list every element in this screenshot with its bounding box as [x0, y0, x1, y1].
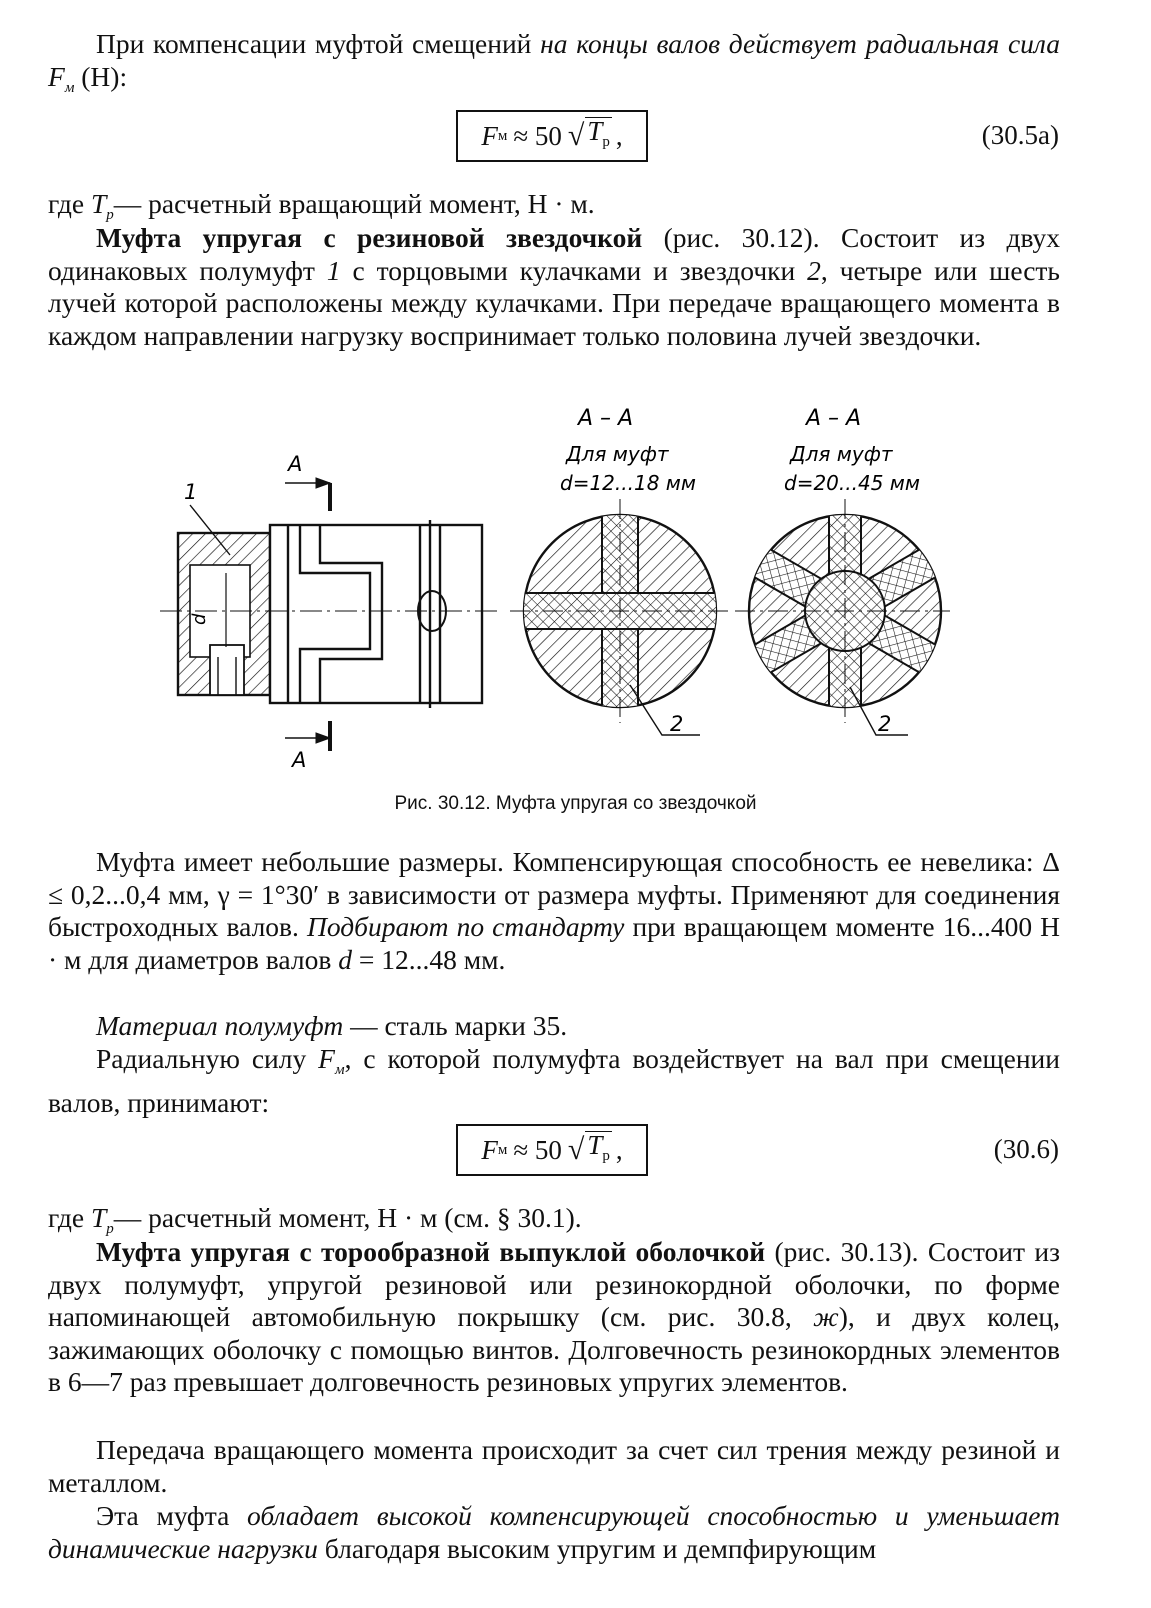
text: , четыре или шесть лучей которой расположены между кулачками. При передаче вращающего момента в каждом направлении нагрузку воспринимает только половина лучей звездочки.	[48, 254, 1060, 351]
equation-30-5a	[0, 110, 1151, 170]
text: (рис. 30.13). Состоит из двух полумуфт, упругой резиновой или резинокордной оболочки, по форме напоминающей автомобильную покрышку (см. рис. 30.8,	[48, 1236, 1060, 1333]
text: — расчетный момент, Н · м (см. § 30.1).	[113, 1202, 582, 1233]
formula-comma: ,	[615, 120, 623, 151]
coupling-side-view	[160, 478, 500, 751]
heading-bold: Муфта упругая с резиновой звездочкой	[96, 222, 643, 253]
section-6-ray-star	[735, 499, 950, 735]
dimension-d: d	[189, 613, 210, 625]
formula-radicand: $T_р$	[585, 1131, 612, 1169]
text: с торцовыми кулачками и звездочки	[340, 254, 808, 286]
italic-text: Материал полумуфт	[96, 1010, 344, 1041]
text: (рис. 30.12). Состоит из двух одинаковых полумуфт	[48, 222, 1060, 286]
force-symbol: $F_м$	[48, 60, 75, 96]
sqrt-icon: √	[567, 119, 585, 152]
text: Муфта имеет небольшие размеры. Компенсирующая способность ее невелика: Δ ≤ 0,2...0,4 мм, γ = 1°30′ в зависимости от размера муфты. Применяют для соединения быстроходных валов.	[48, 846, 1060, 943]
text: благодаря высоким упругим и демпфирующим	[317, 1532, 877, 1564]
equation-number: (30.6)	[993, 1134, 1059, 1164]
text: Эта муфта	[96, 1500, 248, 1531]
paragraph-material	[48, 1010, 1060, 1043]
text: , с которой полумуфта воздействует на вал при смещении валов, принимают:	[48, 1043, 1060, 1118]
diameter-range-right: d=20...45 мм	[784, 471, 920, 495]
part-label-2-left: 2	[670, 712, 684, 736]
paragraph-star-coupling	[48, 222, 1060, 352]
paragraph-radial-force	[48, 1043, 1060, 1119]
formula-box	[456, 110, 648, 162]
paragraph-compensation	[48, 846, 1060, 976]
paragraph-compensating-ability	[48, 1500, 1060, 1565]
text: где	[48, 188, 85, 219]
heading-bold: Муфта упругая с торообразной выпуклой оболочкой	[96, 1236, 766, 1267]
text: ), и двух колец, зажимающих оболочку с помощью винтов. Долговечность резинокордных элементов в 6—7 раз превышает долговечность резиновых упругих элементов.	[48, 1301, 1060, 1398]
text: при вращающем моменте 16...400 Н · м для диаметров валов	[48, 911, 1061, 975]
figure-30-12	[0, 395, 1151, 790]
torque-symbol: $T_р$	[90, 1202, 114, 1237]
text: При компенсации муфтой смещений	[96, 28, 541, 59]
size-note-right: Для муфт	[790, 442, 893, 466]
italic-text: обладает высокой компенсирующей способностью и уменьшает динамические нагрузки	[48, 1500, 1060, 1564]
part-label-1: 1	[184, 480, 198, 504]
unit-text: (Н):	[81, 60, 128, 92]
text: Передача вращающего момента происходит за счет сил трения между резиной и металлом.	[48, 1434, 1060, 1498]
text: где	[48, 1202, 85, 1233]
formula-F-sub: м	[497, 1141, 508, 1158]
formula-coefficient: ≈ 50	[513, 1134, 562, 1165]
section-marker-top: А	[288, 452, 303, 476]
diameter-range-left: d=12...18 мм	[560, 471, 696, 495]
italic-text: Подбирают по стандарту	[307, 911, 625, 943]
torque-symbol: $T_р$	[90, 188, 114, 223]
section-title-left: А – А	[578, 406, 634, 431]
formula-radicand: $T_р$	[585, 117, 612, 155]
paragraph-toroidal-coupling	[48, 1236, 1060, 1399]
formula-coefficient: ≈ 50	[513, 120, 562, 151]
text: Радиальную силу	[96, 1043, 307, 1074]
text: = 12...48 мм.	[351, 943, 506, 975]
text: — сталь марки 35.	[343, 1010, 568, 1041]
text: — расчетный вращающий момент, Н · м.	[113, 188, 595, 219]
section-title-right: А – А	[806, 406, 862, 431]
formula-F: F	[481, 120, 498, 151]
equation-30-6	[0, 1124, 1151, 1184]
formula-comma: ,	[615, 1134, 623, 1165]
section-4-ray-star	[510, 499, 730, 735]
italic-text: ж	[813, 1301, 839, 1333]
formula-box	[456, 1124, 648, 1176]
force-symbol: $F_м$	[318, 1043, 345, 1078]
equation-number: (30.5а)	[981, 120, 1059, 150]
size-note-left: Для муфт	[566, 442, 669, 466]
part-label-2-right: 2	[878, 712, 892, 736]
figure-caption: Рис. 30.12. Муфта упругая со звездочкой	[394, 793, 757, 814]
section-marker-bottom: А	[292, 748, 307, 772]
formula-F: F	[481, 1134, 498, 1165]
formula-F-sub: м	[497, 127, 508, 144]
symbol-d: d	[338, 943, 352, 975]
paragraph-radial-force-intro	[48, 28, 1060, 104]
sqrt-icon: √	[567, 1133, 585, 1166]
part-ref: 2	[807, 254, 821, 286]
paragraph-friction	[48, 1434, 1060, 1499]
part-ref: 1	[326, 254, 341, 286]
italic-text: на концы валов действует радиальная сила	[540, 28, 1060, 59]
